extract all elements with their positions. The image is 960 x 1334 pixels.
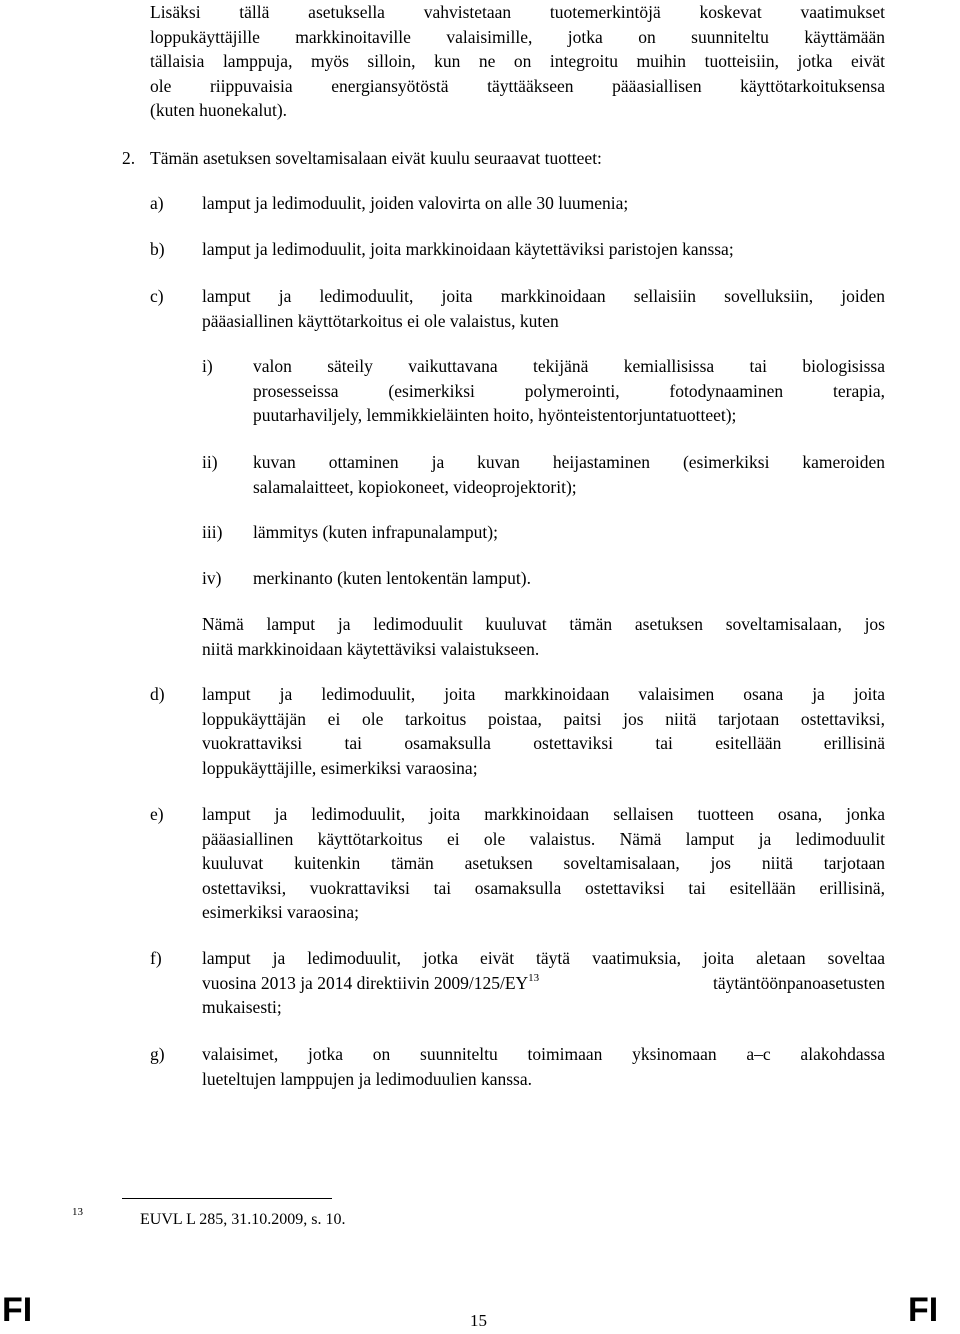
item-f-line-2: [202, 971, 885, 996]
item-f-line-2-main: [202, 971, 539, 996]
item-c-line-1: lamput ja ledimoduulit, joita markkinoidaan sellaisiin sovelluksiin, joiden: [202, 286, 885, 306]
footnote-ref-13[interactable]: 13: [528, 971, 540, 984]
intro-line-3: tällaisia lamppuja, myös silloin, kun ne on integroitu muihin tuotteisiin, jotka eivät: [150, 51, 885, 71]
item-d-line-3: vuokrattaviksi tai osamaksulla ostettaviksi tai esitellään erillisinä: [202, 733, 885, 753]
subitem-iv-text: [253, 566, 885, 591]
item-c-line-2: pääasiallinen käyttötarkoitus ei ole valaistus, kuten: [202, 310, 559, 331]
section-heading: Tämän asetuksen soveltamisalaan eivät kuulu seuraavat tuotteet:: [150, 148, 602, 168]
item-c-note-line-2: niitä markkinoidaan käytettäviksi valaistukseen.: [202, 638, 540, 659]
item-f-line-1: lamput ja ledimoduulit, jotka eivät täytä vaatimuksia, joita aletaan soveltaa: [202, 948, 885, 968]
item-b-label: b): [150, 239, 165, 259]
subitem-ii-text: [253, 450, 885, 499]
item-d-line-1: lamput ja ledimoduulit, joita markkinoidaan valaisimen osana ja joita: [202, 684, 885, 704]
item-b-text: [202, 237, 885, 262]
subitem-iv-label: iv): [202, 568, 222, 588]
footnote-text: EUVL L 285, 31.10.2009, s. 10.: [140, 1211, 346, 1228]
item-d-line-4: loppukäyttäjille, esimerkiksi varaosina;: [202, 757, 478, 778]
subitem-ii-line-2: salamalaitteet, kopiokoneet, videoprojektorit);: [253, 476, 577, 497]
item-e-line-4: ostettaviksi, vuokrattaviksi tai osamaksulla ostettaviksi tai esitellään erillisinä,: [202, 877, 885, 898]
item-e-line-5: esimerkiksi varaosina;: [202, 902, 359, 922]
item-d-line-2: loppukäyttäjän ei ole tarkoitus poistaa, paitsi jos niitä tarjotaan ostettaviksi,: [202, 708, 885, 729]
item-d-label: d): [150, 684, 165, 704]
subitem-i-label: i): [202, 356, 213, 376]
item-c-text: [202, 284, 885, 333]
item-e-line-3: kuuluvat kuitenkin tämän asetuksen soveltamisalaan, jos niitä tarjotaan: [202, 853, 885, 873]
footer-lang-right: FI: [908, 1291, 939, 1329]
item-d-text: [202, 682, 885, 780]
item-f-line-2-before: vuosina 2013 ja 2014 direktiivin 2009/125/EY: [202, 972, 529, 993]
item-f-label: f): [150, 948, 162, 968]
item-e-text: [202, 802, 885, 925]
subitem-i-line-1: valon säteily vaikuttavana tekijänä kemiallisissa tai biologisissa: [253, 356, 885, 376]
subitem-i-line-3: puutarhaviljely, lemmikkieläinten hoito, hyönteistentorjuntatuotteet);: [253, 405, 737, 425]
item-f-line-2-after: täytäntöönpanoasetusten: [712, 972, 885, 993]
item-g-label: g): [150, 1044, 165, 1064]
subitem-iv-line-1: merkinanto (kuten lentokentän lamput).: [253, 568, 531, 588]
item-f-line-3: mukaisesti;: [202, 997, 282, 1017]
footer-lang-left: FI: [2, 1291, 33, 1329]
item-e-line-2: pääasiallinen käyttötarkoitus ei ole valaistus. Nämä lamput ja ledimoduulit: [202, 828, 885, 849]
footnote-number: 13: [72, 1206, 83, 1218]
item-g-line-2: lueteltujen lamppujen ja ledimoduulien kanssa.: [202, 1068, 532, 1089]
subitem-ii-label: ii): [202, 452, 218, 472]
subitem-i-text: [253, 354, 885, 428]
item-c-note: [202, 612, 885, 661]
subitem-i-line-2: prosesseissa (esimerkiksi polymerointi, fotodynaaminen terapia,: [253, 380, 885, 401]
subitem-iii-text: [253, 520, 885, 545]
item-a-text: [202, 191, 885, 216]
subitem-iii-label: iii): [202, 522, 223, 542]
item-e-line-1: lamput ja ledimoduulit, joita markkinoidaan sellaisen tuotteen osana, jonka: [202, 804, 885, 824]
intro-line-1: Lisäksi tällä asetuksella vahvistetaan tuotemerkintöjä koskevat vaatimukset: [150, 2, 885, 22]
intro-line-5: (kuten huonekalut).: [150, 100, 288, 120]
item-b-line-1: lamput ja ledimoduulit, joita markkinoidaan käytettäviksi paristojen kanssa;: [202, 239, 734, 259]
item-g-text: [202, 1042, 885, 1091]
item-a-label: a): [150, 193, 164, 213]
item-a-line-1: lamput ja ledimoduulit, joiden valovirta on alle 30 luumenia;: [202, 193, 629, 213]
section-number: 2.: [122, 148, 136, 168]
item-e-label: e): [150, 804, 164, 824]
item-c-note-line-1: Nämä lamput ja ledimoduulit kuuluvat tämän asetuksen soveltamisalaan, jos: [202, 614, 885, 634]
intro-line-2: loppukäyttäjille markkinoitaville valaisimille, jotka on suunniteltu käyttämään: [150, 26, 885, 47]
item-f-text: [202, 946, 885, 1020]
subitem-ii-line-1: kuvan ottaminen ja kuvan heijastaminen (esimerkiksi kameroiden: [253, 452, 885, 472]
item-g-line-1: valaisimet, jotka on suunniteltu toimimaan yksinomaan a–c alakohdassa: [202, 1044, 885, 1064]
subitem-iii-line-1: lämmitys (kuten infrapunalamput);: [253, 522, 498, 542]
page-number: 15: [470, 1311, 487, 1330]
intro-line-4: ole riippuvaisia energiansyötöstä täyttääkseen pääasiallisen käyttötarkoituksensa: [150, 75, 885, 96]
footnote-separator: [122, 1198, 332, 1199]
item-c-label: c): [150, 286, 164, 306]
intro-paragraph: [150, 0, 885, 123]
